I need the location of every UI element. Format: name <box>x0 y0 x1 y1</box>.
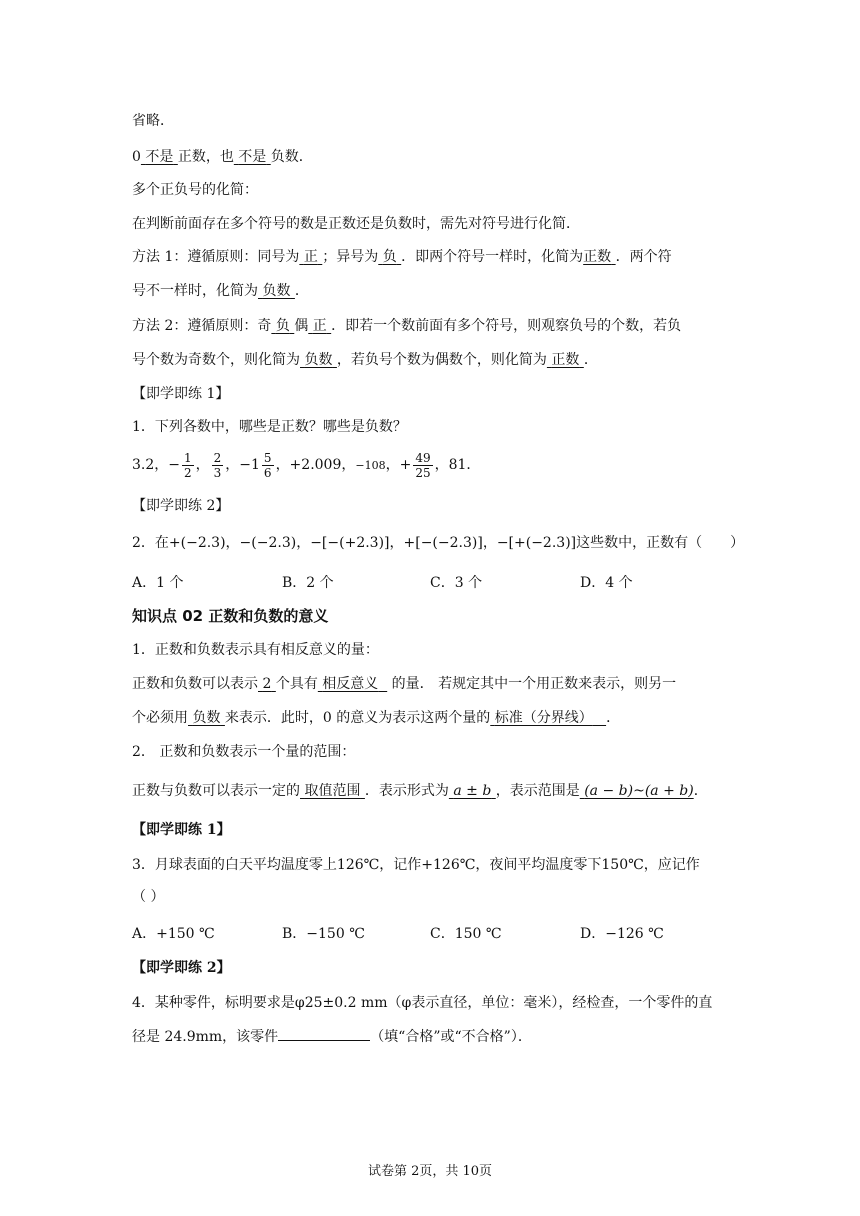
answer-two: 2 <box>262 676 272 692</box>
question-3-paren: （ ） <box>132 889 165 905</box>
text-segment: 负数． <box>270 149 313 165</box>
answer-same-sign: 正 <box>303 249 318 265</box>
method-2: 方法 2：遵循原则：奇 负 偶 正 ．即若一个数前面有多个符号，则观察负号的个数，若负 <box>132 318 682 334</box>
answer-negative-number: 负数 <box>192 710 221 726</box>
fraction: $\frac{5}{6}$ <box>263 450 272 480</box>
knowledge-1-body-cont: 个必须用 负数 来表示．此时，0 的意义为表示这两个量的 标准（分界线） ． <box>132 710 621 726</box>
answer-opposite-meaning: 相反意义 <box>322 676 379 692</box>
practice-label-1: 【即学即练 1】 <box>132 386 230 402</box>
answer-not-negative: 不是 <box>238 149 267 165</box>
question-4: 4．某种零件，标明要求是φ25±0.2 mm（φ表示直径，单位：毫米），经检查，一个零件的直 <box>132 995 713 1011</box>
q3-option-a[interactable]: A．+150 ℃ <box>132 926 215 942</box>
q3-option-b[interactable]: B．−150 ℃ <box>282 926 365 942</box>
question-3: 3．月球表面的白天平均温度零上126℃，记作+126℃，夜间平均温度零下150℃，应记作 <box>132 857 700 873</box>
answer-even: 正 <box>312 318 327 334</box>
answer-negative: 负数 <box>262 283 291 299</box>
answer-form: a ± b <box>453 783 492 799</box>
fraction: $\frac{49}{25}$ <box>415 450 431 480</box>
practice-label-2: 【即学即练 2】 <box>132 498 230 514</box>
q2-option-d[interactable]: D．4 个 <box>580 575 633 591</box>
answer-standard: 标准（分界线） <box>494 710 593 726</box>
practice-label-4: 【即学即练 2】 <box>132 960 231 976</box>
subheading-simplify: 多个正负号的化简： <box>132 182 258 198</box>
answer-diff-sign: 负 <box>382 249 397 265</box>
q2-option-c[interactable]: C．3 个 <box>430 575 483 591</box>
answer-not-positive: 不是 <box>145 149 174 165</box>
knowledge-2: 2． 正数和负数表示一个量的范围： <box>132 744 356 760</box>
question-1: 1．下列各数中，哪些是正数？哪些是负数？ <box>132 419 407 435</box>
answer-value-range: 取值范围 <box>304 783 361 799</box>
answer-positive: 正数 <box>583 249 612 265</box>
q3-option-d[interactable]: D．−126 ℃ <box>580 926 664 942</box>
answer-blank[interactable] <box>278 1026 370 1041</box>
knowledge-1: 1．正数和负数表示具有相反意义的量： <box>132 642 379 658</box>
knowledge-2-body: 正数与负数可以表示一定的 取值范围 ．表示形式为 a ± b ，表示范围是 (a − b)~(a + b)． <box>132 783 708 799</box>
q2-option-a[interactable]: A．1 个 <box>132 575 184 591</box>
numbers-row: 3.2，− $\frac{1}{2}$ ， $\frac{2}{3}$ ，−1 $\frac{5}{6}$ ，+2.009，−108，+ $\frac{49}{25}$ ，81． <box>132 450 481 480</box>
answer-range: (a − b)~(a + b) <box>584 783 694 799</box>
practice-label-3: 【即学即练 1】 <box>132 822 231 838</box>
text-segment: 正数，也 <box>177 149 234 165</box>
method-1: 方法 1：遵循原则：同号为 正 ；异号为 负 ．即两个符号一样时，化简为正数 ．两个符 <box>132 249 672 265</box>
simplify-intro: 在判断前面存在多个符号的数是正数还是负数时，需先对符号进行化简． <box>132 216 580 232</box>
method-1-cont: 号不一样时，化简为 负数 ． <box>132 283 309 299</box>
answer-odd: 负 <box>275 318 290 334</box>
fraction: $\frac{2}{3}$ <box>213 450 222 480</box>
zero-label: 0 <box>132 149 141 165</box>
knowledge-1-body: 正数和负数可以表示 2 个具有 相反意义 的量． 若规定其中一个用正数来表示，则另一 <box>132 676 677 692</box>
section-heading-02: 知识点 02 正数和负数的意义 <box>132 607 329 625</box>
page-footer: 试卷第 2页，共 10页 <box>367 1164 493 1179</box>
zero-statement <box>132 147 313 167</box>
answer-odd-result: 负数 <box>304 352 333 368</box>
method-2-cont: 号个数为奇数个，则化简为 负数 ，若负号个数为偶数个，则化简为 正数 ． <box>132 352 598 368</box>
q3-option-c[interactable]: C．150 ℃ <box>430 926 502 942</box>
answer-even-result: 正数 <box>551 352 580 368</box>
fraction: $\frac{1}{2}$ <box>184 450 192 480</box>
question-2: 2．在+(−2.3)，−(−2.3)，−[−(+2.3)]，+[−(−2.3)]，−[+(−2.3)]这些数中，正数有（ ） <box>132 535 745 551</box>
text-omitted: 省略． <box>132 113 174 129</box>
q2-option-b[interactable]: B．2 个 <box>282 575 334 591</box>
question-4-cont: 径是 24.9mm，该零件 （填“合格”或“不合格”）． <box>132 1026 532 1047</box>
